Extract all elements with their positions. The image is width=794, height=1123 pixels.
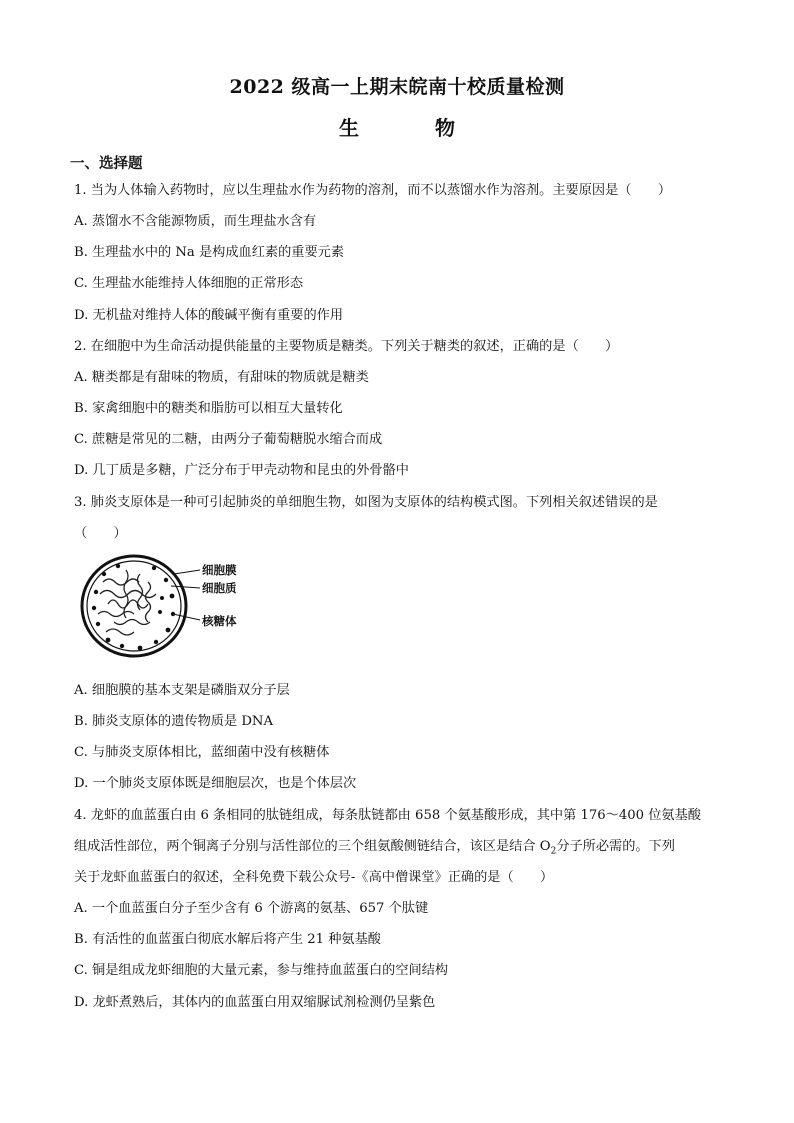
question-2-option-d: D. 几丁质是多糖，广泛分布于甲壳动物和昆虫的外骨骼中	[74, 463, 409, 478]
section-heading: 一、选择题	[70, 156, 143, 172]
mycoplasma-structure-figure	[78, 552, 278, 662]
subject-heading: 生 物	[339, 116, 483, 140]
question-1-stem: 1. 当为人体输入药物时，应以生理盐水作为药物的溶剂，而不以蒸馏水作为溶剂。主要原因是（ ）	[74, 183, 672, 198]
question-2-option-a: A. 糖类都是有甜味的物质，有甜味的物质就是糖类	[74, 370, 369, 385]
question-3-option-b: B. 肺炎支原体的遗传物质是 DNA	[74, 714, 273, 729]
question-4-stem-cont2: 关于龙虾血蓝蛋白的叙述，全科免费下载公众号-《高中僧课堂》正确的是（ ）	[74, 870, 554, 885]
question-1-option-a: A. 蒸馏水不含能源物质，而生理盐水含有	[74, 214, 317, 229]
exam-title: 2022 级高一上期末皖南十校质量检测	[229, 76, 565, 98]
question-4-stem-cont-after: 分子所必需的。下列	[556, 839, 675, 854]
question-4-stem-cont	[74, 838, 724, 861]
question-4-option-c: C. 铜是组成龙虾细胞的大量元素，参与维持血蓝蛋白的空间结构	[74, 963, 449, 978]
question-4-option-d: D. 龙虾煮熟后，其体内的血蓝蛋白用双缩脲试剂检测仍呈紫色	[74, 995, 436, 1010]
question-1-option-d: D. 无机盐对维持人体的酸碱平衡有重要的作用	[74, 308, 344, 323]
question-3-option-a: A. 细胞膜的基本支架是磷脂双分子层	[74, 683, 290, 698]
question-3-stem-cont: （ ）	[74, 526, 127, 541]
question-2-option-c: C. 蔗糖是常见的二糖，由两分子葡萄糖脱水缩合而成	[74, 432, 383, 447]
question-1-option-c: C. 生理盐水能维持人体细胞的正常形态	[74, 276, 304, 291]
question-2-option-b: B. 家禽细胞中的糖类和脂肪可以相互大量转化	[74, 401, 343, 416]
label-ribosome: 核糖体	[202, 614, 237, 628]
question-4-subscript: 2	[550, 846, 557, 857]
question-3-stem: 3. 肺炎支原体是一种可引起肺炎的单细胞生物，如图为支原体的结构模式图。下列相关叙述错误的是	[74, 495, 658, 510]
question-1-option-b: B. 生理盐水中的 Na 是构成血红素的重要元素	[74, 245, 345, 260]
question-4-stem: 4. 龙虾的血蓝蛋白由 6 条相同的肽链组成，每条肽链都由 658 个氨基酸形成，其中第 176～400 位氨基酸	[74, 808, 701, 823]
mycoplasma-diagram	[78, 552, 278, 662]
label-cell-membrane: 细胞膜	[202, 563, 237, 577]
label-cytoplasm: 细胞质	[202, 581, 237, 595]
question-4-option-b: B. 有活性的血蓝蛋白彻底水解后将产生 21 种氨基酸	[74, 932, 381, 947]
question-3-option-d: D. 一个肺炎支原体既是细胞层次，也是个体层次	[74, 776, 357, 791]
question-4-option-a: A. 一个血蓝蛋白分子至少含有 6 个游离的氨基、657 个肽键	[74, 901, 429, 916]
question-3-option-c: C. 与肺炎支原体相比，蓝细菌中没有核糖体	[74, 745, 330, 760]
question-2-stem: 2. 在细胞中为生命活动提供能量的主要物质是糖类。下列关于糖类的叙述，正确的是（ ）	[74, 339, 619, 354]
question-4-stem-cont-text: 组成活性部位，两个铜离子分别与活性部位的三个组氨酸侧链结合，该区是结合 O	[74, 839, 551, 854]
